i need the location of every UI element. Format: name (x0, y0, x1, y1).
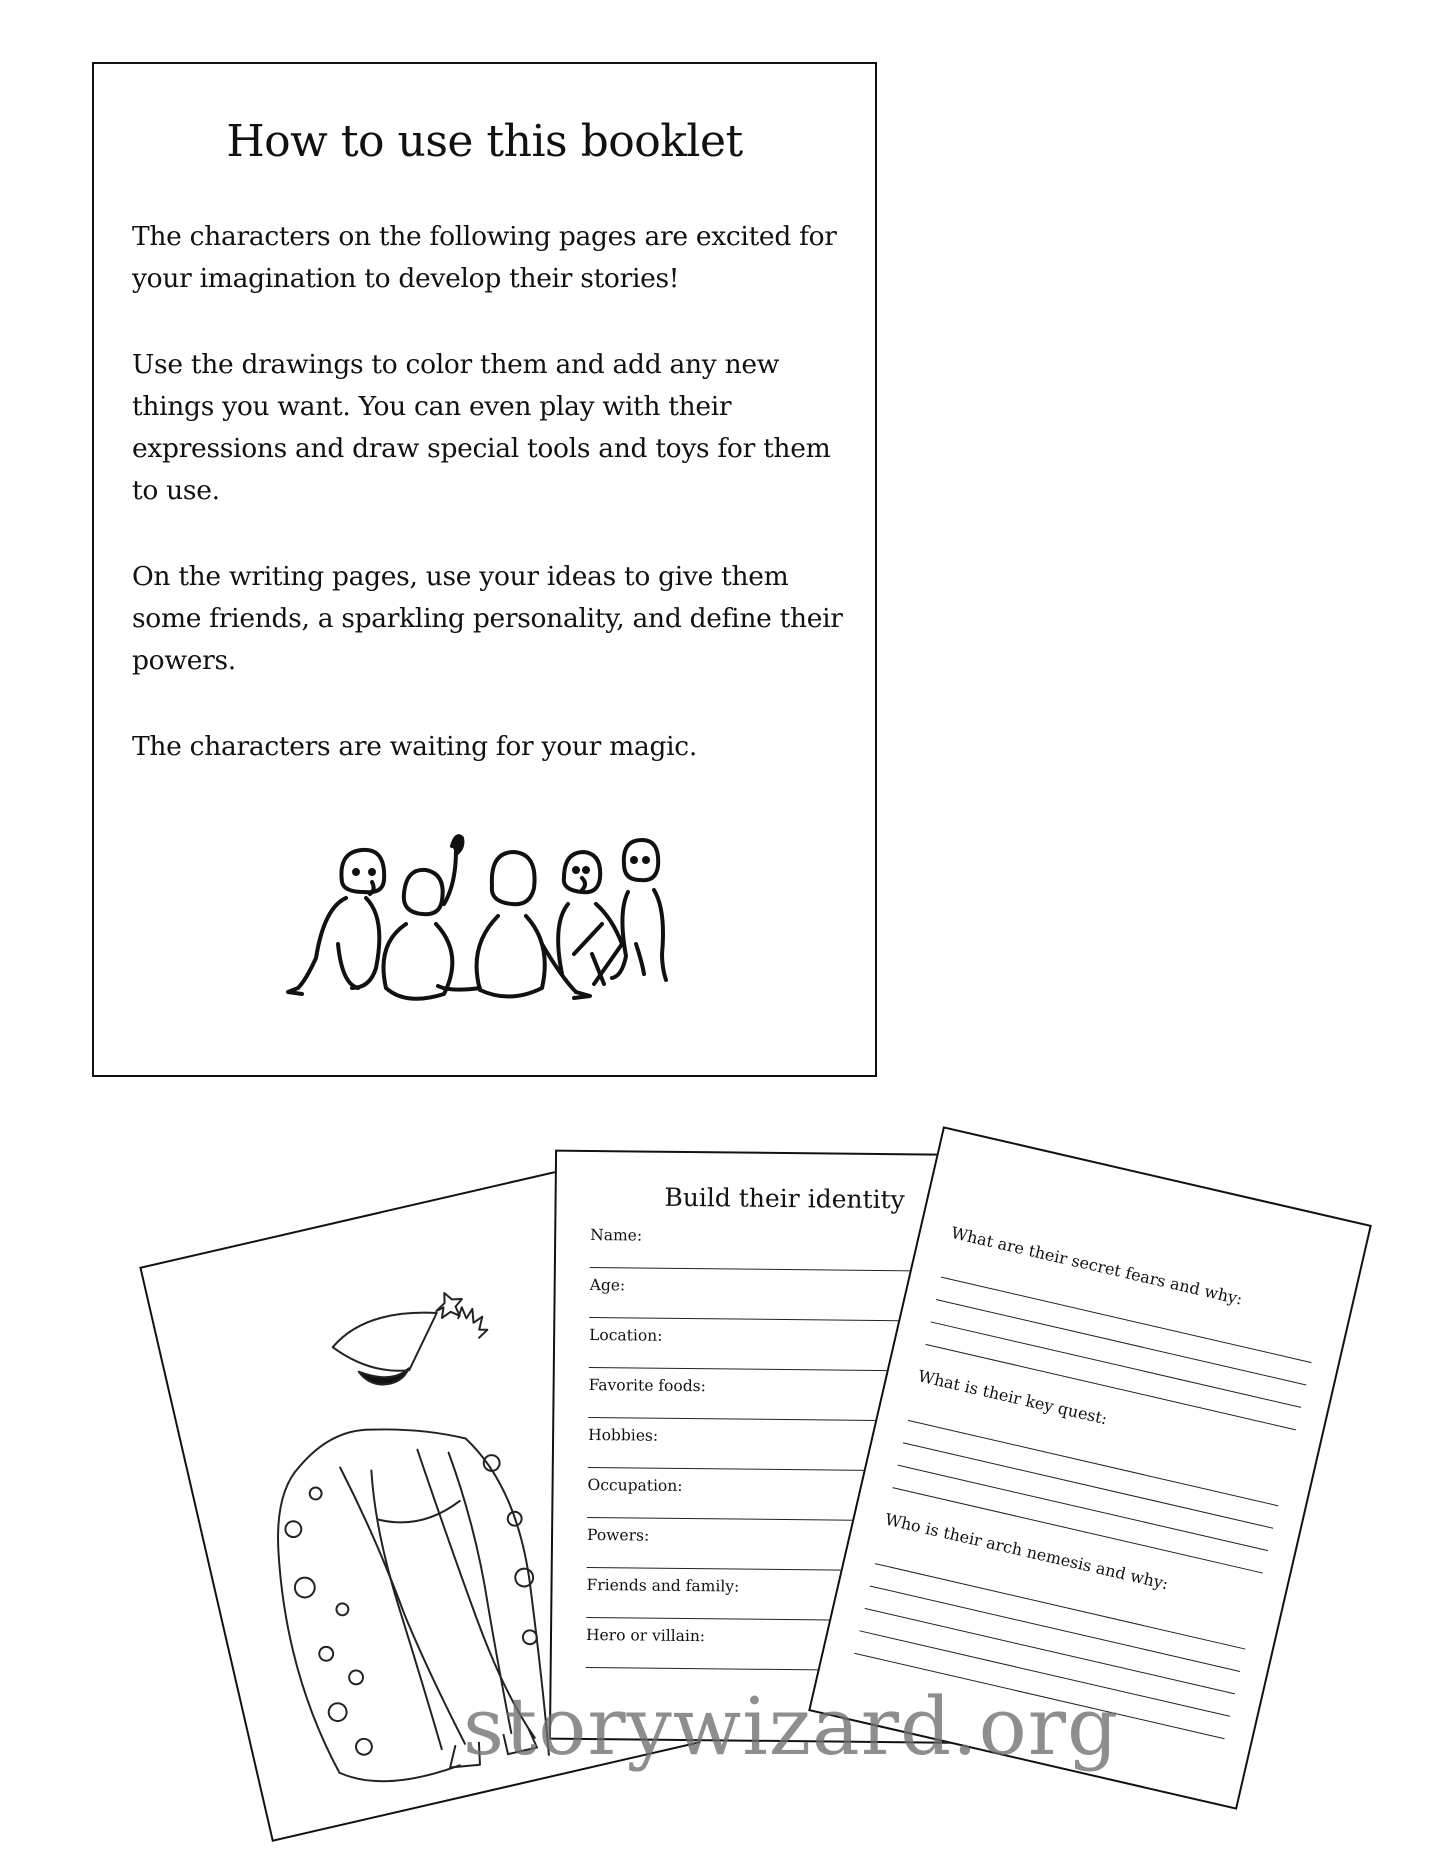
field-label: Hero or villain: (585, 1625, 706, 1646)
field-label: Occupation: (587, 1475, 683, 1495)
kids-sitting-illustration (284, 824, 704, 1054)
booklet-instruction-page (92, 62, 877, 1077)
booklet-title: How to use this booklet (226, 116, 743, 167)
question-label: What are their secret fears and why: (949, 1223, 1245, 1309)
booklet-paragraph: Use the drawings to color them and add any new things you want. You can even play with their expressions and draw special tools and toys for them to use. (132, 349, 831, 506)
field-label: Hobbies: (588, 1425, 659, 1445)
field-label: Powers: (586, 1525, 650, 1545)
identity-title: Build their identity (664, 1182, 905, 1215)
field-label: Location: (589, 1325, 663, 1345)
booklet-paragraph: The characters are waiting for your magic. (132, 731, 697, 762)
booklet-paragraph: The characters on the following pages are excited for your imagination to develop their stories! (132, 221, 837, 294)
question-label: Who is their arch nemesis and why: (883, 1509, 1171, 1594)
field-label: Name: (590, 1225, 643, 1245)
booklet-paragraph: On the writing pages, use your ideas to give them some friends, a sparkling personality, and define their powers. (132, 561, 843, 676)
booklet-body (132, 216, 852, 812)
field-label: Favorite foods: (588, 1375, 706, 1396)
site-watermark: storywizard.org (463, 1680, 1120, 1773)
question-label: What is their key quest: (916, 1366, 1110, 1429)
field-label: Age: (589, 1275, 626, 1295)
field-label: Friends and family: (586, 1575, 740, 1596)
